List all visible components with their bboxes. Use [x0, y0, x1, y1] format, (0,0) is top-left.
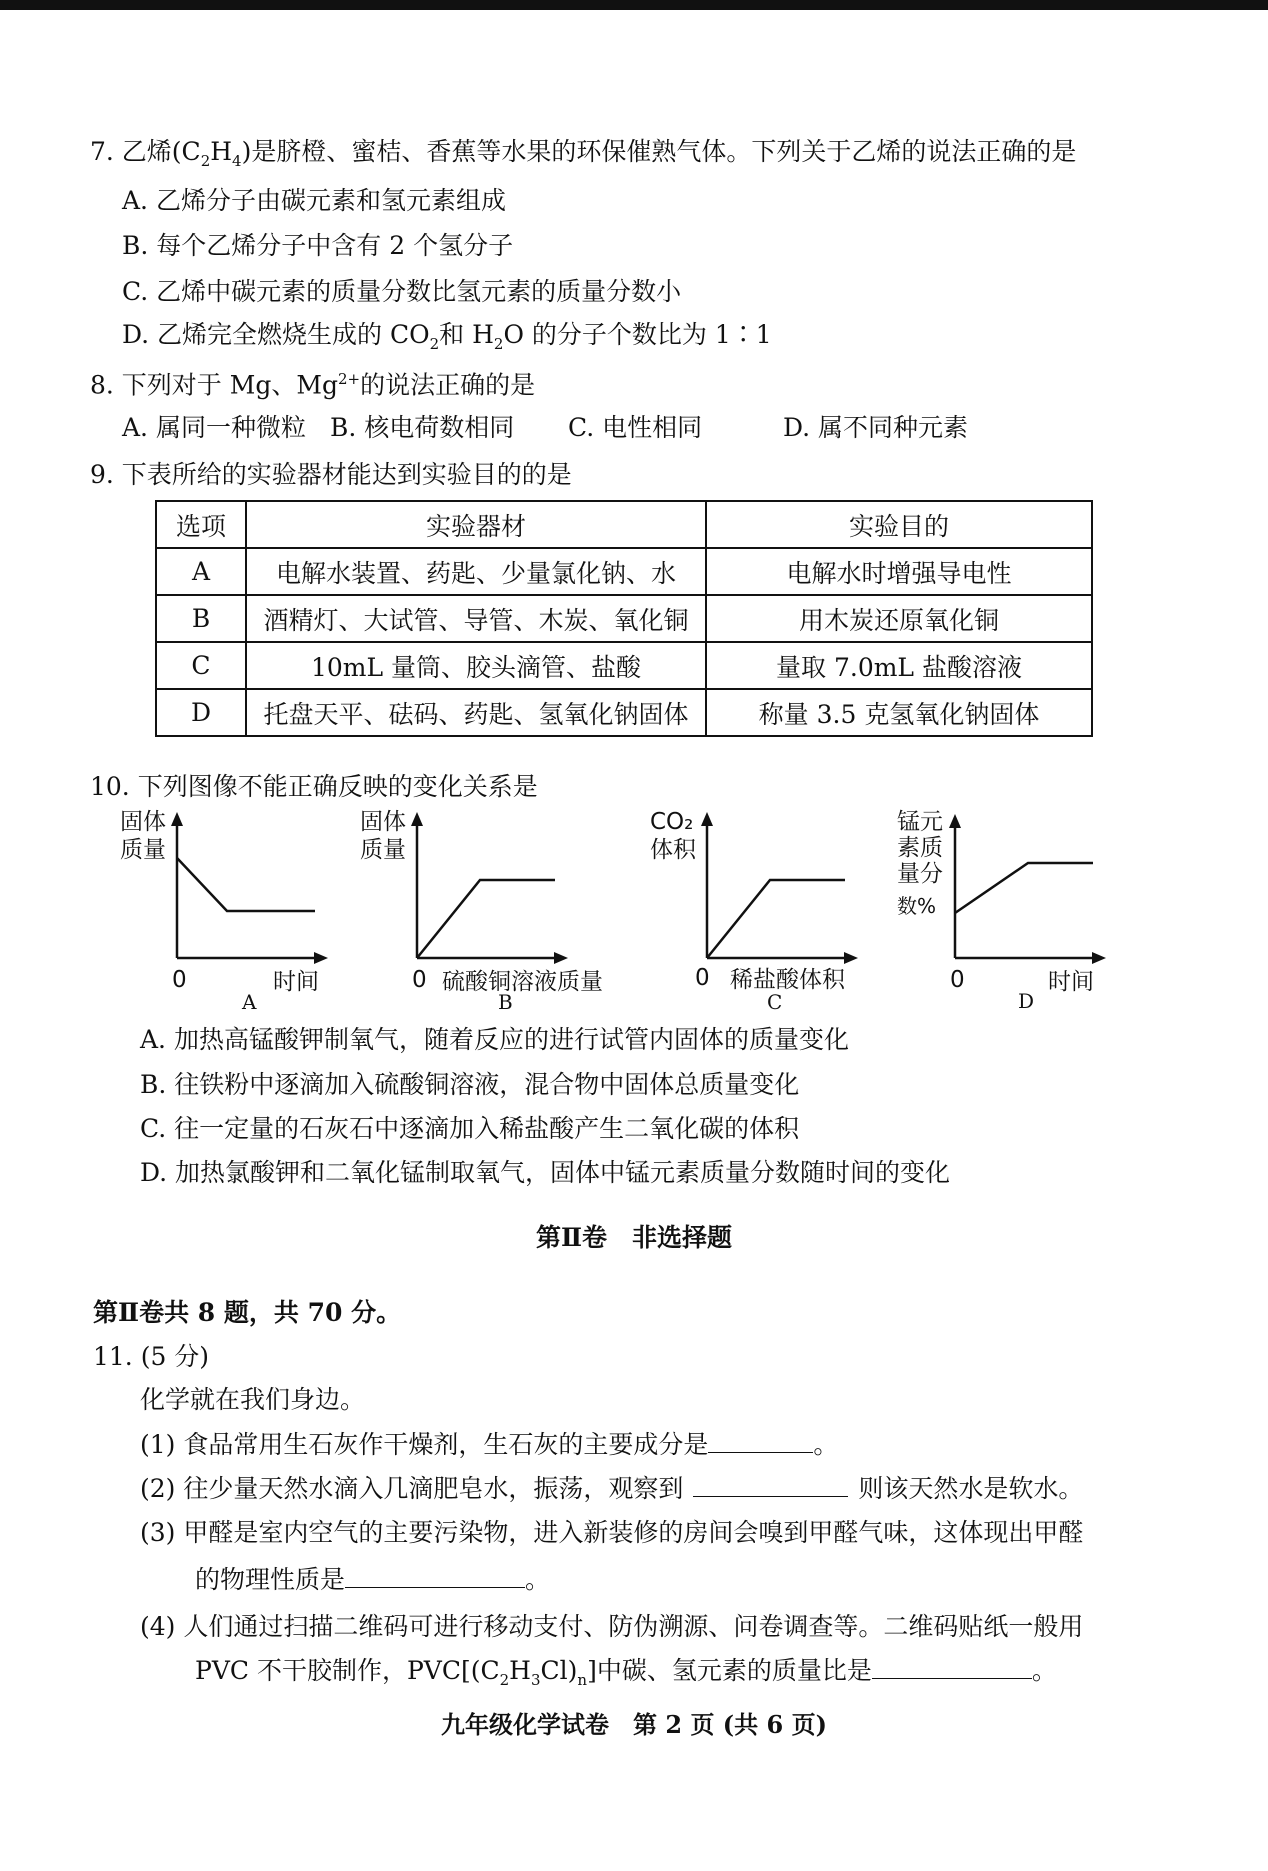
q8-stem: 8. 下列对于 Mg、$Mg^{2+}$的说法正确的是 — [90, 370, 536, 400]
q10-option-b: B. 往铁粉中逐滴加入硫酸铜溶液，混合物中固体总质量变化 — [140, 1070, 800, 1099]
graph-d-ylabel-2: 素质 — [897, 835, 943, 861]
q8-option-b: B. 核电荷数相同 — [330, 413, 515, 442]
table-cell: D — [156, 689, 246, 736]
q10-stem: 10. 下列图像不能正确反映的变化关系是 — [90, 772, 538, 801]
graph-c-tag: C — [767, 990, 783, 1014]
q7-option-d: D. 乙烯完全燃烧生成的 $CO_2$和 $H_2O$ 的分子个数比为 1∶1 — [122, 320, 772, 353]
table-cell: C — [156, 642, 246, 689]
graph-d-tag: D — [1018, 989, 1035, 1013]
q7-option-b: B. 每个乙烯分子中含有 2 个氢分子 — [122, 231, 514, 260]
q11-part-4b: PVC 不干胶制作，$PVC[(C_2H_3Cl)_n]$中碳、氢元素的质量比是 。 — [195, 1656, 1057, 1689]
table-header: 选项 — [156, 501, 246, 548]
table-cell: 10mL 量筒、胶头滴管、盐酸 — [246, 642, 706, 689]
table-cell: A — [156, 548, 246, 595]
table-cell: 托盘天平、砝码、药匙、氢氧化钠固体 — [246, 689, 706, 736]
section-note: 第Ⅱ卷共 8 题，共 70 分。 — [93, 1298, 402, 1327]
table-row — [156, 548, 1092, 595]
q11-intro: 化学就在我们身边。 — [140, 1385, 366, 1414]
graph-d — [893, 810, 1133, 1015]
q11-part-3a: (3) 甲醛是室内空气的主要污染物，进入新装修的房间会嗅到甲醛气味，这体现出甲醛 — [140, 1518, 1084, 1547]
graph-a-origin: 0 — [172, 967, 187, 993]
graph-d-origin: 0 — [950, 967, 965, 993]
graph-a — [115, 808, 355, 1014]
graph-c — [645, 808, 885, 1014]
q10-option-c: C. 往一定量的石灰石中逐滴加入稀盐酸产生二氧化碳的体积 — [140, 1114, 800, 1143]
q9-table — [155, 500, 1093, 737]
q8-options — [122, 413, 968, 443]
graph-b — [355, 808, 603, 1014]
graph-d-xlabel: 时间 — [1048, 969, 1094, 995]
q11-part-4a: (4) 人们通过扫描二维码可进行移动支付、防伪溯源、问卷调查等。二维码贴纸一般用 — [140, 1612, 1084, 1641]
graph-a-ylabel-2: 质量 — [120, 837, 166, 863]
table-header-row — [156, 501, 1092, 548]
graph-d-ylabel-1: 锰元 — [897, 809, 943, 835]
graph-b-xlabel: 硫酸铜溶液质量 — [442, 969, 603, 995]
graph-a-ylabel-1: 固体 — [120, 809, 166, 835]
table-cell: 酒精灯、大试管、导管、木炭、氧化铜 — [246, 595, 706, 642]
graph-c-origin: 0 — [695, 965, 710, 991]
answer-blank[interactable] — [345, 1565, 525, 1588]
q11-part-1: (1) 食品常用生石灰作干燥剂，生石灰的主要成分是 。 — [140, 1430, 839, 1459]
graph-b-tag: B — [498, 990, 513, 1014]
answer-blank[interactable] — [872, 1656, 1032, 1679]
q9-stem: 9. 下表所给的实验器材能达到实验目的的是 — [90, 460, 572, 489]
answer-blank[interactable] — [693, 1474, 848, 1497]
q7-option-c: C. 乙烯中碳元素的质量分数比氢元素的质量分数小 — [122, 277, 682, 306]
graph-b-ylabel-1: 固体 — [360, 809, 406, 835]
q8-option-a: A. 属同一种微粒 — [122, 413, 306, 442]
graph-b-ylabel-2: 质量 — [360, 837, 406, 863]
q10-option-d: D. 加热氯酸钾和二氧化锰制取氧气，固体中锰元素质量分数随时间的变化 — [140, 1158, 951, 1187]
q11-part-2: (2) 往少量天然水滴入几滴肥皂水，振荡，观察到 则该天然水是软水。 — [140, 1474, 1084, 1503]
q10-option-a: A. 加热高锰酸钾制氧气，随着反应的进行试管内固体的质量变化 — [140, 1025, 849, 1054]
table-row — [156, 642, 1092, 689]
graph-b-origin: 0 — [412, 967, 427, 993]
q11-part-3b: 的物理性质是 。 — [195, 1565, 551, 1594]
answer-blank[interactable] — [708, 1430, 813, 1453]
q8-option-d: D. 属不同种元素 — [783, 413, 969, 442]
section-title: 第Ⅱ卷 非选择题 — [535, 1223, 733, 1252]
graph-c-xlabel: 稀盐酸体积 — [730, 967, 845, 993]
table-row — [156, 689, 1092, 736]
page-footer: 九年级化学试卷 第 2 页 (共 6 页) — [441, 1710, 827, 1739]
graph-d-ylabel-3: 量分 — [897, 861, 943, 887]
q7-option-a: A. 乙烯分子由碳元素和氢元素组成 — [122, 186, 506, 215]
scan-top-border — [0, 0, 1268, 10]
table-cell: 用木炭还原氧化铜 — [706, 595, 1092, 642]
table-cell: 电解水时增强导电性 — [706, 548, 1092, 595]
table-cell: B — [156, 595, 246, 642]
table-cell: 称量 3.5 克氢氧化钠固体 — [706, 689, 1092, 736]
graph-d-ylabel-4: 数% — [897, 894, 937, 918]
q7-stem: 7. 乙烯$(C_2H_4)$是脐橙、蜜桔、香蕉等水果的环保催熟气体。下列关于乙烯的说法正确的是 — [90, 137, 1077, 170]
table-header: 实验目的 — [706, 501, 1092, 548]
table-cell: 电解水装置、药匙、少量氯化钠、水 — [246, 548, 706, 595]
graph-c-ylabel-1: CO₂ — [650, 809, 694, 835]
graph-a-tag: A — [242, 990, 257, 1014]
table-header: 实验器材 — [246, 501, 706, 548]
q8-option-c: C. 电性相同 — [568, 413, 703, 442]
table-row — [156, 595, 1092, 642]
q11-head: 11. (5 分) — [93, 1342, 210, 1371]
table-cell: 量取 7.0mL 盐酸溶液 — [706, 642, 1092, 689]
graph-c-ylabel-2: 体积 — [650, 837, 696, 863]
graph-a-xlabel: 时间 — [273, 969, 319, 995]
